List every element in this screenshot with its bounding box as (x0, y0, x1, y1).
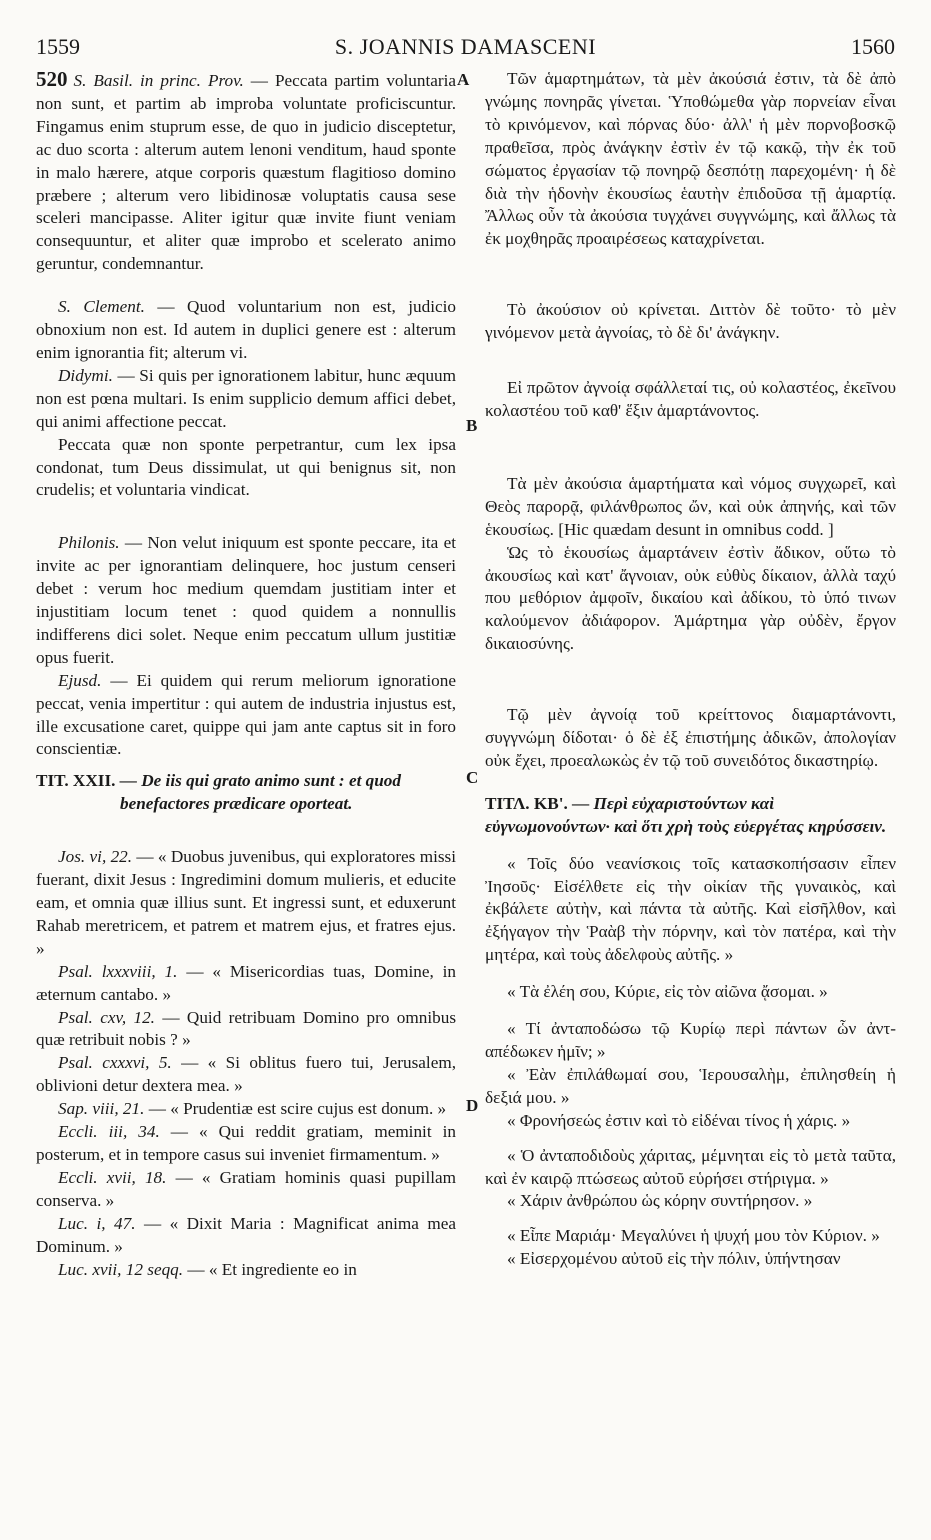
latin-paragraph-peccata (36, 434, 456, 503)
greek-verse-psal-115: « Τί ἀνταποδώσω τῷ Κυρίῳ περὶ πάντων ὧν ἀντ-απέδωκεν ἡμῖν; » (485, 1019, 896, 1061)
paragraph-text: — Si quis per ignorationem labitur, hunc æquum non est pœna multari. Is enim supplicio demum affici debet, qui animi affectione peccat. (36, 365, 457, 431)
verse-text: — « Duobus juvenibus, qui exploratores missi fuerant, dixit Jesus : Ingredimini domum mulieris, et educite eam, et omnia quæ illius sunt. Et ingressi sunt, et eduxerunt Rahab meretricem, et patrem et matrem ejus, et fratres ejus. » (36, 847, 456, 958)
latin-paragraph-didymi (36, 365, 456, 434)
scripture-ref: Luc. i, 47. (58, 1213, 136, 1233)
latin-verse-jos (36, 846, 456, 961)
greek-paragraph-basil: Τῶν ἁμαρτημάτων, τὰ μὲν ἀκούσιά ἐστιν, τὰ δὲ ἀπὸ γνώμης πονηρᾶς γίνεται. Ὑποθώμεθα γὰρ πορνείαν εἶναι τὸ κρινόμενον, καὶ πόρνας δύο· ἀλλ' ἡ μὲν πορνοβοσκῷ πραθεῖσα, πρὸς ἀνάγκην ἐστὶν ἐν τῷ κακῷ, τὴν ἐκ τοῦ σώματος ἐργασίαν τῷ πονηρῷ δεσπότῃ παρεχομένη· ἡ δὲ διὰ τὴν ἡδονὴν ἑκουσίως ἑαυτὴν ἐπιδοῦσα τῇ ἁμαρτίᾳ. Ἄλλως οὖν τὰ ἀκούσια τυγχάνει συγγνώμης, καὶ ἄλλως τὰ ἐκ μοχθηρᾶς προαιρέσεως καταχρίνεται. (485, 69, 896, 249)
greek-verse-psal-136: « Ἐὰν ἐπιλάθωμαί σου, Ἱερουσαλὴμ, ἐπιλησθείη ἡ δεξιά μου. » (485, 1064, 896, 1107)
paragraph-text: Peccata quæ non sponte perpetrantur, cum lex ipsa condonat, tum Deus dissimulat, ut qui benignus sit, non crudelis; et voluntaria vindicat. (36, 434, 456, 500)
editorial-note: [Hic quædam desunt in omnibus codd. ] (558, 519, 834, 539)
margin-letter-a: A (457, 70, 470, 89)
title-number: ΤΙΤΛ. ΚΒ'. (485, 793, 568, 813)
greek-column (485, 68, 896, 1271)
title-number: TIT. XXII. (36, 771, 116, 791)
scripture-ref: Psal. lxxxviii, 1. (58, 961, 178, 981)
greek-verse-luc-17: « Εἰσερχομένου αὐτοῦ εἰς τὴν πόλιν, ὑπήντησαν (507, 1249, 841, 1269)
page-header (36, 34, 895, 62)
scripture-ref: Psal. cxxxvi, 5. (58, 1053, 172, 1073)
verse-text: — « Misericordias tuas, Domine, in æternum cantabo. » (36, 961, 457, 1004)
greek-paragraph-philonis: Ὡς τὸ ἑκουσίως ἁμαρτάνειν ἐστὶν ἄδικον, οὕτω τὸ ἀκουσίως καὶ κατ' ἄγνοιαν, οὐκ εὐθὺς δίκαιον, ἀλλὰ ταχύ που μεθόριον ἀμφοῖν, δικαίου καὶ ἀδίκου, τὸ ὑπό τινων καλούμενον ἀδιάφορον. Ἁμάρτημα γὰρ οὐδὲν, ἔργον δικαιοσύνης. (485, 542, 896, 654)
greek-paragraph-didymi: Εἰ πρῶτον ἀγνοίᾳ σφάλλεταί τις, οὐ κολαστέος, ἐκεῖνου κολαστέου τοῦ καθ' ἕξιν ἁμαρτάνοντος. (485, 378, 896, 420)
scripture-ref: Psal. cxv, 12. (58, 1007, 155, 1027)
scripture-ref: Sap. viii, 21. (58, 1099, 145, 1119)
paragraph-text: — Peccata partim voluntaria non sunt, et partim ab improba voluntate proficiscuntur. Fingamus enim stuprum esse, de quo in judicio disceptetur, ac duo scorta : alterum autem lenoni venditum, haud sponte in malo hærere, atque corporis quæstum flagitioso domino præbere ; alterum vero libidinosæ voluptatis causa sese sceleri mancipasse. Aliter igitur quæ invite fiunt veniam consequuntur, et aliter quæ improbo et scelerato animo geruntur, condemnantur. (36, 71, 456, 274)
scripture-ref: Luc. xvii, 12 seqq. (58, 1259, 184, 1279)
latin-paragraph-philonis (36, 532, 456, 669)
greek-paragraph-clement: Τὸ ἀκούσιον οὐ κρίνεται. Διττὸν δὲ τοῦτο· τὸ μὲν γινόμενον μετὰ ἀγνοίας, τὸ δὲ δι' ἀνάγκην. (485, 300, 896, 343)
title-text: — De iis qui grato animo sunt : et quod (119, 771, 401, 791)
source-label: Ejusd. (58, 670, 102, 690)
greek-verse-luc-1: « Εἶπε Μαριάμ· Μεγαλύνει ἡ ψυχή μου τὸν Κύριον. » (507, 1226, 880, 1246)
source-label: S. Basil. in princ. Prov. (73, 71, 244, 90)
latin-title-xxii-cont (36, 793, 456, 816)
latin-verse-psal-88 (36, 961, 456, 1007)
source-label: Philonis. (58, 533, 120, 553)
title-text: — Περὶ εὐχαριστούντων καὶ εὐγνωμονούντων· καὶ ὅτι χρὴ τοὺς εὐεργέτας κηρύσσειν. (485, 793, 887, 836)
latin-paragraph-basil (36, 68, 456, 276)
paragraph-text: — Non velut iniquum est sponte peccare, ita et invite ac per ignorantiam delinquere, hoc justum censeri debet : verum hoc medium quemdam justitiam inter et injustitiam locum tenet : quod quidem a nonnullis indifferens dici solet. Neque enim peccatum ullum justitiæ opus fuerit. (36, 533, 456, 667)
verse-text: — « Gratiam hominis quasi pupillam conserva. » (36, 1167, 457, 1210)
verse-text: — Quid retribuam Domino pro omnibus quæ retribuit nobis ? » (36, 1007, 457, 1050)
page-number-right: 1560 (851, 34, 895, 59)
source-label: Didymi. (58, 365, 113, 385)
latin-verse-psal-136 (36, 1052, 456, 1098)
margin-letter-c: C (466, 768, 479, 787)
greek-verse-sap: « Φρονήσεώς ἐστιν καὶ τὸ εἰδέναι τίνος ἡ χάρις. » (507, 1110, 851, 1130)
greek-verse-psal-88: « Τὰ ἐλέη σου, Κύριε, εἰς τὸν αἰῶνα ᾄσομαι. » (507, 982, 828, 1002)
greek-verse-jos: « Τοῖς δύο νεανίσκοις τοῖς κατασκοπήσασιν εἶπεν Ἰησοῦς· Εἰσέλθετε εἰς τὴν οἰκίαν τῆς γυναικὸς, καὶ ἐκβάλετε αὐτὴν, καὶ πάντα τὰ αὐτῆς. Καὶ εἰσῆλθον, καὶ ἐξήγαγον τὴν Ῥαὰβ τὴν πόρνην, καὶ τὸν πατέρα, καὶ τὴν μητέρα, καὶ τοὺς ἀδελφοὺς αὐτῆς. » (485, 853, 896, 965)
title-text-cont: benefactores prædicare oporteat. (120, 794, 353, 814)
latin-verse-sap (36, 1098, 456, 1121)
latin-verse-eccli-3 (36, 1121, 456, 1167)
latin-title-xxii (36, 770, 456, 793)
latin-verse-psal-115 (36, 1007, 456, 1053)
running-title: S. JOANNIS DAMASCENI (334, 34, 597, 59)
greek-paragraph-peccata (485, 473, 896, 542)
latin-verse-eccli-17 (36, 1167, 456, 1213)
paragraph-text: Τὰ μὲν ἀκούσια ἁμαρτήματα καὶ νόμος συγχωρεῖ, καὶ Θεὸς παρορᾷ, φιλάνθρωπος ὤν, καὶ οὐκ ἀπηνής, καὶ τῶν ἑκουσίως. (485, 473, 896, 539)
paragraph-text: — Ei quidem qui rerum meliorum ignoratione peccat, venia impertitur : qui autem de industria injustus est, ille excusatione caret, quippe qui jam ante captus sit in foro conscientiæ. (36, 670, 456, 759)
page-number-left: 1559 (36, 34, 80, 59)
scripture-ref: Jos. vi, 22. (58, 847, 133, 867)
latin-paragraph-clement (36, 296, 456, 365)
latin-column (36, 68, 456, 1281)
verse-text: — « Prudentiæ est scire cujus est donum. » (148, 1099, 447, 1119)
scripture-ref: Eccli. xvii, 18. (58, 1167, 167, 1187)
latin-paragraph-ejusd (36, 670, 456, 762)
verse-text: — « Si oblitus fuero tui, Jerusalem, oblivioni detur dextera mea. » (36, 1053, 457, 1096)
margin-letter-b: B (466, 416, 478, 435)
greek-paragraph-ejusd: Τῷ μὲν ἀγνοίᾳ τοῦ κρείττονος διαμαρτάνοντι, συγγνώμη δίδοται· ὁ δὲ ἐξ ἐπιστήμης ἀδικῶν, ἀπολογίαν οὐκ ἔχει, προεαλωκὼς ἐν τῷ τοῦ συνειδότος δικαστηρίῳ. (485, 705, 896, 770)
greek-verse-eccli-17: « Χάριν ἀνθρώπου ὡς κόρην συντήρησον. » (507, 1191, 813, 1211)
greek-verse-eccli-3: « Ὁ ἀνταποδιδοὺς χάριτας, μέμνηται εἰς τὸ μετὰ ταῦτα, καὶ ἐν καιρῷ πτώσεως αὐτοῦ εὑρήσει στήριγμα. » (485, 1145, 896, 1188)
verse-text: — « Dixit Maria : Magnificat anima mea Dominum. » (36, 1213, 456, 1256)
latin-verse-luc-17 (36, 1259, 456, 1282)
source-label: S. Clement. (58, 297, 145, 317)
verse-text: — « Et ingrediente eo in (187, 1259, 357, 1279)
scripture-ref: Eccli. iii, 34. (58, 1122, 160, 1142)
verse-text: — « Qui reddit gratiam, meminit in posterum, et in tempore casus sui inveniet firmamentum. » (36, 1122, 456, 1164)
latin-verse-luc-1 (36, 1213, 456, 1259)
paragraph-text: — Quod voluntarium non est, judicio obnoxium non est. Id autem in duplici genere est : alterum enim ignorantia fit; alterum vi. (36, 297, 457, 362)
margin-letter-d: D (466, 1096, 479, 1115)
greek-title-kb (485, 793, 896, 839)
section-marker: 520 (36, 67, 68, 91)
